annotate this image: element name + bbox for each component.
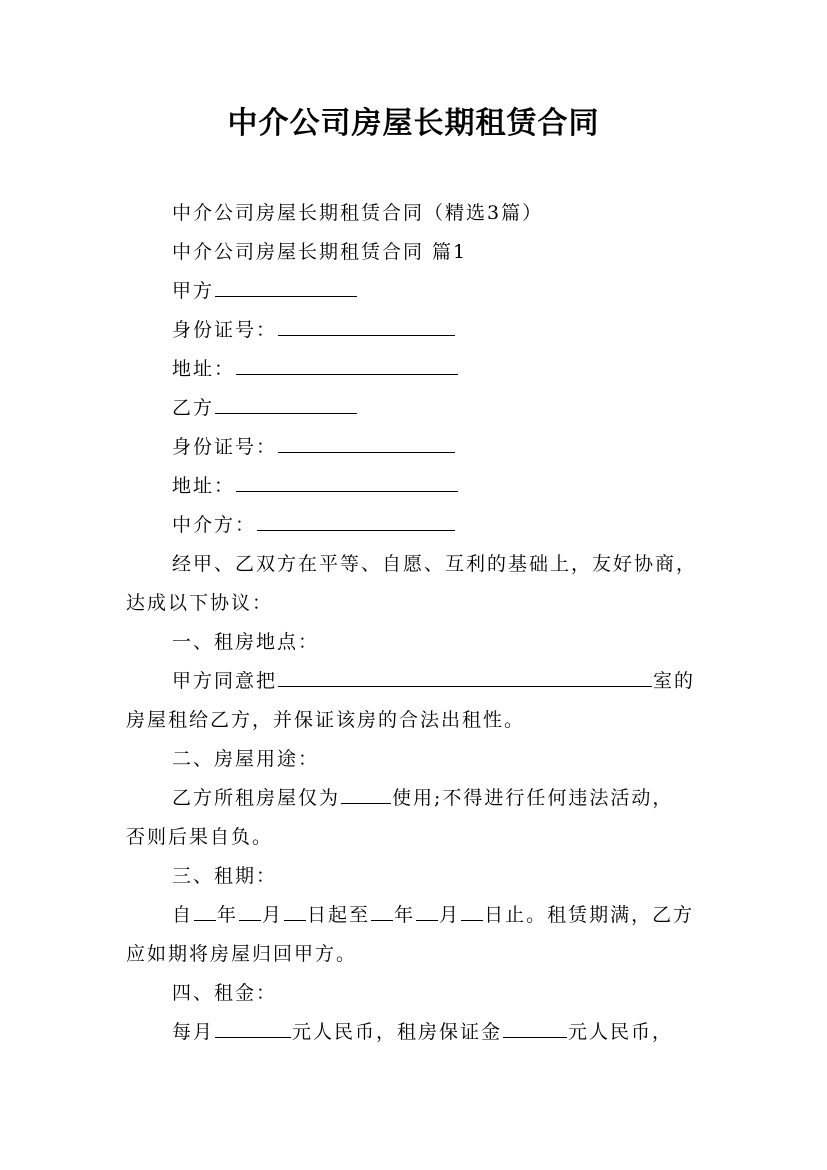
party-b-address-line [172, 471, 459, 498]
section-1-heading: 一、租房地点： [172, 631, 320, 653]
section-4-text-b: 元人民币，租房保证金 [292, 1021, 503, 1043]
section-3-line-1 [172, 900, 694, 927]
section-3-word: 日起至 [307, 904, 371, 926]
party-a-address-label: 地址： [172, 358, 236, 380]
start-day-blank [284, 905, 306, 921]
section-1-line-2: 房屋租给乙方，并保证该房的合法出租性。 [126, 709, 526, 731]
section-2-text-a: 乙方所租房屋仅为 [172, 787, 341, 809]
party-a-blank [215, 281, 357, 297]
section-3-word: 自 [172, 904, 194, 926]
start-month-blank [239, 905, 261, 921]
party-a-label: 甲方 [172, 280, 215, 302]
party-b-id-line [172, 432, 456, 459]
section-1-text-b: 室的 [653, 670, 696, 692]
section-2-line-1 [172, 783, 673, 810]
party-b-id-blank [278, 437, 455, 453]
agent-label: 中介方： [172, 514, 257, 536]
party-b-blank [215, 398, 357, 414]
end-year-blank [371, 905, 393, 921]
section-3-word: 月 [439, 904, 461, 926]
section-2-text-b: 使用;不得进行任何违法活动， [392, 787, 674, 809]
party-a-line [172, 276, 358, 303]
section-4-heading: 四、租金： [172, 982, 278, 1004]
deposit-blank [503, 1022, 567, 1038]
usage-blank [341, 788, 391, 804]
section-3-word: 月 [262, 904, 284, 926]
section-2-heading: 二、房屋用途： [172, 748, 320, 770]
intro-line-1: 经甲、乙双方在平等、自愿、互利的基础上，友好协商， [172, 553, 698, 575]
end-day-blank [461, 905, 483, 921]
document-title: 中介公司房屋长期租赁合同 [227, 106, 600, 141]
section-3-heading: 三、租期： [172, 865, 278, 887]
agent-blank [257, 515, 455, 531]
section-2-line-2: 否则后果自负。 [126, 826, 274, 848]
end-month-blank [416, 905, 438, 921]
start-year-blank [194, 905, 216, 921]
section-3-word: 年 [394, 904, 416, 926]
section-3-word: 日止。租赁期满，乙方 [484, 904, 695, 926]
party-b-address-label: 地址： [172, 475, 236, 497]
party-b-address-blank [236, 476, 458, 492]
party-a-address-blank [236, 359, 458, 375]
intro-line-2: 达成以下协议： [126, 592, 274, 614]
section-1-text-a: 甲方同意把 [172, 670, 278, 692]
agent-line [172, 510, 456, 537]
party-b-id-label: 身份证号： [172, 436, 278, 458]
section-4-line-1 [172, 1017, 673, 1044]
party-a-id-blank [278, 320, 455, 336]
party-b-line [172, 393, 358, 420]
section-4-text-c: 元人民币， [568, 1021, 674, 1043]
party-a-id-line [172, 315, 456, 342]
section-1-line-1 [172, 666, 695, 693]
section-3-line-2: 应如期将房屋归回甲方。 [126, 943, 358, 965]
subtitle: 中介公司房屋长期租赁合同（精选3篇） [172, 202, 544, 224]
room-blank [278, 671, 652, 687]
section-4-text-a: 每月 [172, 1021, 215, 1043]
party-a-id-label: 身份证号： [172, 319, 278, 341]
party-b-label: 乙方 [172, 397, 215, 419]
party-a-address-line [172, 354, 459, 381]
part-heading: 中介公司房屋长期租赁合同 篇1 [172, 241, 468, 263]
monthly-rent-blank [215, 1022, 291, 1038]
section-3-word: 年 [217, 904, 239, 926]
